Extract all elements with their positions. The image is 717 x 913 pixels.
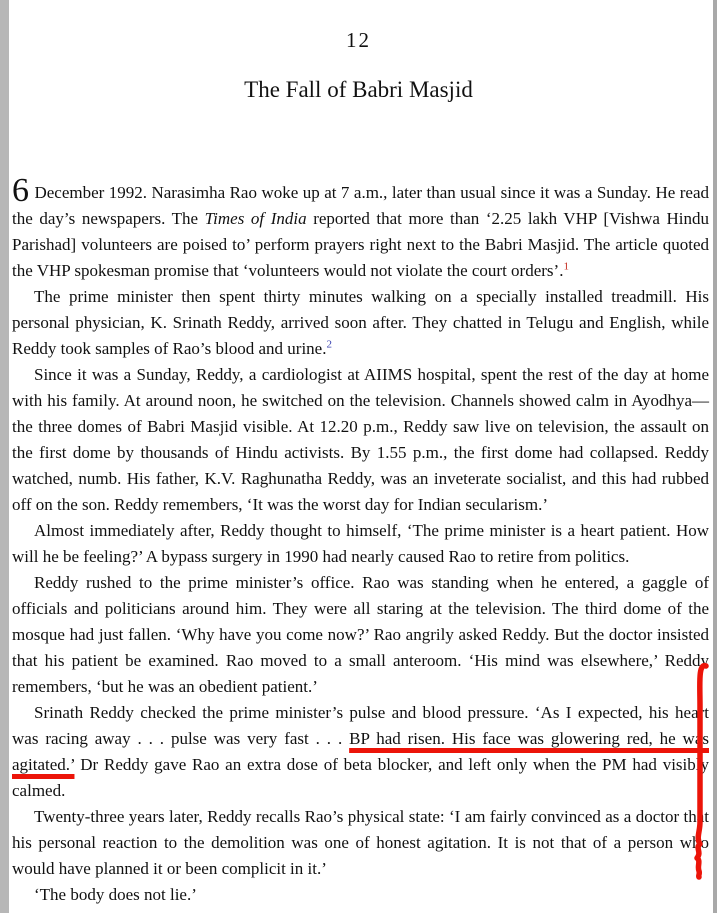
scan-edge-left	[0, 0, 9, 913]
paragraph-7: Twenty-three years later, Reddy recalls Rao’s physical state: ‘I am fairly convinced as a doctor that his personal reaction to the demolition was one of honest agitation. It is not that of a person who would have planned it or been complicit in it.’	[12, 807, 709, 878]
dropcap-initial: 6	[12, 172, 30, 209]
paragraph-6	[12, 700, 709, 804]
paragraph-1-text-after: reported that more than ‘2.25 lakh VHP [Vishwa Hindu Parishad] volunteers are poised to’ perform prayers right next to the Babri Masjid. The article quoted the VHP spokesman promise that ‘volunteers would not violate the court orders’.	[12, 209, 709, 280]
paragraph-1-text: December 1992. Narasimha Rao woke up at 7 a.m., later than usual since it was a Sunday. He read the day’s newspapers. The	[12, 183, 709, 228]
footnote-ref-1[interactable]: 1	[563, 260, 569, 273]
footnote-ref-2[interactable]: 2	[326, 338, 332, 351]
body-text	[12, 172, 709, 913]
paragraph-6-text-after: Dr Reddy gave Rao an extra dose of beta blocker, and left only when the PM had visibly calmed.	[12, 755, 709, 800]
paragraph-2	[12, 284, 709, 362]
red-underline-annotation: BP had risen. His face was glowering red, he was agitated.’	[12, 729, 709, 774]
paragraph-1	[12, 172, 709, 284]
chapter-number: 12	[346, 28, 371, 52]
chapter-header	[0, 28, 717, 103]
paragraph-5: Reddy rushed to the prime minister’s office. Rao was standing when he entered, a gaggle of officials and politicians around him. They were all staring at the television. The third dome of the mosque had just fallen. ‘Why have you come now?’ Rao angrily asked Reddy. But the doctor insisted that his patient be examined. Rao moved to a small anteroom. ‘His mind was elsewhere,’ Reddy remembers, ‘but he was an obedient patient.’	[12, 573, 709, 696]
paragraph-3: Since it was a Sunday, Reddy, a cardiologist at AIIMS hospital, spent the rest of the day at home with his family. At around noon, he switched on the television. Channels showed calm in Ayodhya—the three domes of Babri Masjid visible. At 12.20 p.m., Reddy saw live on television, the assault on the first dome by thousands of Hindu activists. By 1.55 p.m., the first dome had collapsed. Reddy watched, numb. His father, K.V. Raghunatha Reddy, was an inveterate socialist, and this had rubbed off on the son. Reddy remembers, ‘It was the worst day for Indian secularism.’	[12, 365, 709, 514]
paragraph-8: ‘The body does not lie.’	[34, 885, 197, 904]
scan-edge-right	[713, 0, 717, 913]
chapter-title: The Fall of Babri Masjid	[244, 77, 473, 102]
red-margin-line-annotation	[690, 660, 712, 882]
book-title-italic: Times of India	[204, 209, 307, 228]
paragraph-4: Almost immediately after, Reddy thought to himself, ‘The prime minister is a heart patient. How will he be feeling?’ A bypass surgery in 1990 had nearly caused Rao to retire from politics.	[12, 521, 709, 566]
paragraph-2-text: The prime minister then spent thirty minutes walking on a specially installed treadmill. His personal physician, K. Srinath Reddy, arrived soon after. They chatted in Telugu and English, while Reddy took samples of Rao’s blood and urine.	[12, 287, 709, 358]
paragraph-6-text: Srinath Reddy checked the prime minister’s pulse and blood pressure. ‘As I expected, his heart was racing away . . . pulse was very fast . . .	[12, 703, 709, 748]
